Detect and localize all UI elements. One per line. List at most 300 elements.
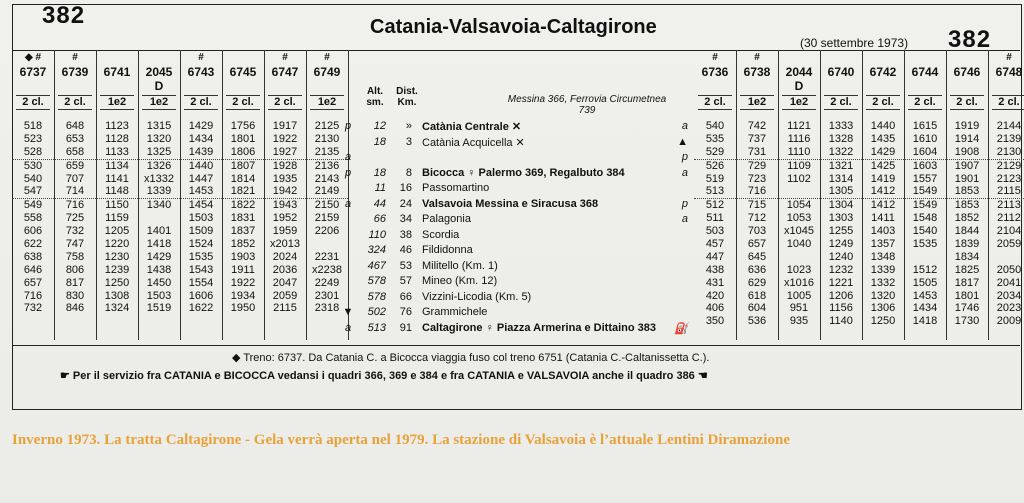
time-cell: 540	[705, 120, 725, 132]
time-cell: 1249	[828, 238, 854, 251]
train-symbol: ◆ #	[24, 52, 42, 63]
time-cell: 1148	[96, 185, 138, 199]
time-cell	[306, 238, 348, 251]
time-cell: 2129	[996, 159, 1022, 172]
time-cell: 1440	[188, 159, 214, 172]
time-cell: 1853	[946, 185, 988, 199]
time-cell: 1540	[912, 225, 938, 238]
train-times	[736, 120, 778, 328]
time-cell: 2023	[996, 302, 1022, 315]
station-name: Passomartino	[422, 182, 490, 194]
time-cell: 1328	[828, 132, 854, 145]
time-cell: 1250	[104, 276, 130, 289]
station-distance: 24	[399, 197, 412, 210]
time-cell: 729	[747, 159, 767, 172]
time-cell: 547	[12, 185, 54, 199]
right-train-6740	[820, 50, 863, 340]
right-train-6742	[862, 50, 905, 340]
left-train-2045	[138, 50, 181, 340]
time-cell: 2159	[314, 212, 340, 225]
train-class: 2 cl.	[698, 95, 732, 110]
station-altitude: 513	[367, 321, 386, 334]
time-cell: 830	[65, 289, 85, 302]
time-cell: 806	[65, 263, 85, 276]
time-cell: 2104	[996, 225, 1022, 238]
time-cell: 1134	[105, 159, 129, 172]
train-number: 2044	[785, 65, 813, 79]
time-cell: 2123	[996, 172, 1022, 185]
time-cell: 653	[65, 132, 85, 145]
time-cell: 1942	[264, 185, 306, 199]
station-row	[344, 197, 694, 211]
train-symbol	[778, 52, 820, 64]
station-row	[344, 321, 694, 335]
station-distance: 66	[399, 290, 412, 303]
time-cell: 1116	[787, 132, 811, 145]
time-cell: 1806	[222, 146, 264, 160]
train-header	[54, 50, 96, 120]
left-train-6747	[264, 50, 307, 340]
time-cell: 1730	[954, 315, 980, 328]
station-row	[352, 291, 694, 304]
station-name: Scordia	[422, 228, 460, 241]
time-cell: 817	[65, 276, 85, 289]
time-cell: 2136	[314, 159, 340, 172]
train-number: 6747	[271, 65, 299, 79]
time-cell: 723	[747, 172, 767, 185]
time-cell: 2115	[988, 185, 1024, 199]
station-altitude: 66	[373, 213, 386, 225]
station-row	[344, 120, 694, 133]
train-times	[862, 120, 904, 328]
time-cell: 1109	[787, 159, 811, 172]
train-times	[904, 120, 946, 328]
time-cell: 1935	[272, 172, 298, 185]
table-number-left: 382	[42, 2, 86, 29]
time-cell: 1054	[786, 199, 812, 212]
time-cell: 530	[23, 159, 43, 172]
train-number: 6743	[187, 65, 215, 79]
station-name: Grammichele	[422, 306, 488, 318]
time-cell: 1308	[104, 289, 130, 302]
time-cell: 2047	[272, 276, 298, 289]
train-times	[12, 120, 54, 315]
train-symbol: #	[754, 52, 760, 63]
train-symbol	[96, 52, 138, 64]
time-cell: 1853	[954, 199, 980, 212]
train-symbol	[946, 52, 988, 64]
time-cell: 540	[23, 172, 43, 185]
station-direction: a	[344, 151, 352, 163]
time-cell: 2059	[272, 289, 298, 302]
time-cell: 1519	[146, 302, 172, 315]
station-altitude: 467	[367, 259, 386, 272]
time-cell: 1834	[954, 250, 980, 263]
time-cell: 2113	[997, 199, 1021, 212]
left-train-6743	[180, 50, 223, 340]
train-class: 2 cl.	[16, 95, 50, 110]
station-distance: 57	[399, 275, 412, 287]
time-cell: 1403	[870, 225, 896, 238]
note-train-6737: ◆ Treno: 6737. Da Catania C. a Bicocca viaggia fuso col treno 6751 (Catania C.-Caltanissetta C.).	[232, 352, 710, 364]
right-train-6746	[946, 50, 989, 340]
time-cell: 1453	[180, 185, 222, 199]
train-class: 2 cl.	[866, 95, 900, 110]
time-cell: 2130	[314, 132, 340, 145]
time-cell: 1121	[787, 120, 811, 132]
time-cell: 519	[705, 172, 725, 185]
right-train-6748	[988, 50, 1024, 340]
time-cell: 1339	[138, 185, 180, 199]
station-row	[352, 213, 694, 226]
station-direction: ▼	[342, 306, 354, 318]
train-header	[264, 50, 306, 120]
train-header	[988, 50, 1024, 120]
time-cell: 1557	[912, 172, 938, 185]
train-times	[820, 120, 862, 328]
train-type	[862, 79, 904, 93]
station-direction: p	[344, 120, 352, 132]
time-cell: 1535	[912, 238, 938, 251]
train-symbol: #	[282, 52, 288, 63]
train-times	[180, 120, 222, 315]
train-times	[222, 120, 264, 315]
time-cell: 1303	[828, 212, 854, 225]
time-cell: 1512	[912, 263, 938, 276]
train-type	[96, 79, 138, 93]
time-cell: 1150	[105, 199, 129, 212]
station-direction: a	[344, 197, 352, 210]
train-symbol: #	[72, 52, 78, 63]
time-cell: 716	[23, 289, 43, 302]
time-cell: 1221	[828, 276, 854, 289]
time-cell: 511	[706, 212, 724, 225]
time-cell: 1447	[188, 172, 214, 185]
station-altitude: 502	[367, 306, 386, 318]
train-class: 2 cl.	[226, 95, 260, 110]
station-distance: 16	[399, 182, 412, 194]
time-cell: 523	[23, 132, 43, 145]
station-direction: a	[344, 321, 352, 334]
left-train-6737	[12, 50, 55, 340]
train-type	[904, 79, 946, 93]
time-cell: 1240	[828, 250, 854, 263]
note-service: ☛ Per il servizio fra CATANIA e BICOCCA vedansi i quadri 366, 369 e 384 e fra CATANIA e VALSAVOIA anche il quadro 386 ☚	[60, 370, 708, 382]
time-cell: 438	[705, 263, 725, 276]
time-cell: 604	[747, 302, 767, 315]
time-cell	[778, 251, 820, 264]
time-cell: 742	[747, 120, 767, 132]
right-train-6736	[694, 50, 737, 340]
time-cell: 1230	[104, 250, 130, 263]
train-header	[306, 50, 348, 120]
time-cell: 2115	[273, 302, 297, 315]
time-cell: 526	[705, 159, 725, 172]
time-cell: 712	[747, 212, 767, 225]
time-cell: 1952	[272, 212, 298, 225]
time-cell: 1844	[954, 225, 980, 238]
time-cell: 1821	[222, 185, 264, 199]
time-cell: 1901	[954, 172, 980, 185]
station-altitude: 324	[367, 244, 386, 256]
train-times	[306, 120, 348, 315]
station-row	[342, 306, 694, 319]
station-row	[352, 229, 694, 242]
train-header	[12, 50, 54, 120]
time-cell: 1411	[871, 212, 895, 225]
time-cell	[778, 185, 820, 199]
time-cell: 951	[789, 302, 809, 315]
time-cell: x2238	[312, 263, 342, 276]
train-symbol: #	[712, 52, 718, 63]
time-cell: 2112	[997, 212, 1021, 225]
train-class: 2 cl.	[184, 95, 218, 110]
time-cell: 1419	[870, 172, 896, 185]
time-cell: 2150	[314, 199, 340, 212]
time-cell: 1907	[954, 159, 980, 172]
time-cell: 406	[705, 302, 725, 315]
time-cell: 1321	[828, 159, 854, 172]
time-cell: 1339	[870, 263, 896, 276]
station-name: Palagonia	[422, 213, 471, 225]
time-cell: 1453	[912, 289, 938, 302]
time-cell: 1505	[912, 276, 938, 289]
train-type	[54, 79, 96, 93]
time-cell: 350	[705, 315, 725, 328]
time-cell: 2144	[996, 120, 1022, 132]
station-altitude: 578	[367, 290, 386, 303]
time-cell: 2318	[314, 302, 340, 315]
time-cell: 846	[65, 302, 85, 315]
train-class: 1e2	[782, 95, 816, 110]
station-name: Catània Acquicella ✕	[422, 136, 525, 149]
time-cell: 1604	[904, 146, 946, 160]
time-cell: 645	[747, 250, 767, 263]
time-cell: 2059	[996, 238, 1022, 251]
train-class: 2 cl.	[824, 95, 858, 110]
alt-header: Alt. sm.	[366, 86, 384, 108]
caption: Inverno 1973. La tratta Caltagirone - Gela verrà aperta nel 1979. La stazione di Valsavoia è l’attuale Lentini Diramazione	[12, 432, 790, 448]
time-cell: 1239	[104, 263, 130, 276]
time-cell: 1503	[188, 212, 214, 225]
time-cell: 1822	[230, 199, 256, 212]
time-cell: 1450	[146, 276, 172, 289]
train-times	[778, 120, 820, 328]
station-distance: 91	[399, 321, 412, 334]
time-cell: 1326	[146, 159, 172, 172]
time-cell: 606	[23, 225, 43, 238]
time-cell: 1324	[104, 302, 130, 315]
station-row	[352, 182, 694, 195]
station-direction-right: a	[681, 120, 688, 132]
station-altitude: 12	[373, 120, 386, 132]
train-number: 6749	[313, 65, 341, 79]
time-cell: 1332	[870, 276, 896, 289]
left-train-6749	[306, 50, 349, 340]
time-cell: 558	[23, 212, 43, 225]
train-times	[54, 120, 96, 315]
time-cell: 1023	[786, 263, 812, 276]
train-type: D	[794, 79, 804, 93]
time-cell: 638	[23, 250, 43, 263]
time-cell: 529	[694, 146, 736, 160]
notes-divider	[12, 345, 1020, 346]
station-direction-right: p	[681, 197, 688, 210]
time-cell: 535	[705, 132, 725, 145]
train-type	[306, 79, 348, 93]
time-cell: 1220	[104, 238, 130, 251]
time-cell: 731	[736, 146, 778, 160]
time-cell: 2050	[996, 263, 1022, 276]
time-cell: 1429	[862, 146, 904, 160]
time-cell: 1852	[954, 212, 980, 225]
time-cell: 1756	[230, 120, 256, 132]
station-row	[352, 260, 694, 273]
time-cell: 1549	[904, 185, 946, 199]
train-type	[12, 79, 54, 93]
station-name: Vizzini-Licodia (Km. 5)	[422, 290, 532, 303]
right-train-2044	[778, 50, 821, 340]
time-cell: 420	[705, 289, 725, 302]
station-distance: 3	[405, 135, 412, 148]
left-train-6745	[222, 50, 265, 340]
station-altitude: 110	[368, 228, 386, 241]
time-cell: 2149	[306, 185, 348, 199]
time-cell: 1340	[146, 199, 172, 212]
time-cell: 646	[23, 263, 43, 276]
train-symbol: #	[1006, 52, 1012, 63]
station-name: Militello (Km. 1)	[422, 259, 498, 272]
time-cell: 536	[747, 315, 767, 328]
time-cell: 1123	[105, 120, 129, 132]
train-class: 1e2	[100, 95, 134, 110]
time-cell: 657	[23, 276, 43, 289]
time-cell: 659	[65, 159, 85, 172]
station-altitude: 44	[373, 197, 386, 210]
station-name: Bicocca ♀ Palermo 369, Regalbuto 384	[422, 166, 625, 179]
time-cell: 1549	[912, 199, 938, 212]
time-cell: 1908	[946, 146, 988, 160]
time-cell: 1322	[820, 146, 862, 160]
time-cell: 1837	[230, 225, 256, 238]
train-header	[736, 50, 778, 120]
train-number: 6736	[701, 65, 729, 79]
time-cell: 1348	[870, 250, 896, 263]
station-distance: 34	[399, 213, 412, 225]
left-train-6741	[96, 50, 139, 340]
time-cell: 528	[12, 146, 54, 160]
time-cell: 2125	[314, 120, 340, 132]
time-cell: 707	[65, 172, 85, 185]
train-type	[222, 79, 264, 93]
time-cell: 618	[747, 289, 767, 302]
train-times	[946, 120, 988, 328]
station-row	[352, 136, 694, 149]
time-cell: 1412	[870, 199, 896, 212]
time-cell: 1306	[870, 302, 896, 315]
time-cell: 1543	[188, 263, 214, 276]
time-cell: 1418	[146, 238, 172, 251]
time-cell: 1315	[146, 120, 172, 132]
train-type	[946, 79, 988, 93]
station-altitude: 578	[367, 275, 386, 287]
train-symbol	[138, 52, 180, 64]
time-cell: 758	[65, 250, 85, 263]
station-direction-right: ⛽	[674, 322, 688, 335]
time-cell: 1110	[778, 146, 820, 160]
train-number: 6741	[103, 65, 131, 79]
train-class: 2 cl.	[992, 95, 1024, 110]
train-type	[264, 79, 306, 93]
table-number-right: 382	[948, 26, 992, 53]
time-cell: 1040	[786, 238, 812, 251]
station-row	[352, 244, 694, 257]
time-cell: 1817	[954, 276, 980, 289]
time-cell: 1440	[870, 120, 896, 132]
train-number: 6739	[61, 65, 89, 79]
time-cell: 636	[747, 263, 767, 276]
time-cell: 1911	[231, 263, 255, 276]
station-altitude: 18	[373, 135, 386, 148]
connections-note: Messina 366, Ferrovia Circumetnea 739	[507, 94, 667, 116]
station-distance: 76	[399, 306, 412, 318]
time-cell: 1801	[954, 289, 980, 302]
time-cell: 1746	[954, 302, 980, 315]
train-type	[180, 79, 222, 93]
time-cell: 1509	[188, 225, 214, 238]
time-cell: 1603	[912, 159, 938, 172]
time-cell: 431	[705, 276, 725, 289]
time-cell: 1401	[146, 225, 172, 238]
time-cell: 629	[747, 276, 767, 289]
time-cell: 657	[747, 238, 767, 251]
time-cell: x1045	[784, 225, 814, 238]
time-cell: 2009	[996, 315, 1022, 328]
time-cell: 1255	[828, 225, 854, 238]
time-cell: 2139	[996, 132, 1022, 145]
station-distance: 46	[399, 244, 412, 256]
train-class: 2 cl.	[908, 95, 942, 110]
time-cell: 1950	[230, 302, 256, 315]
time-cell: 1622	[188, 302, 214, 315]
left-train-6739	[54, 50, 97, 340]
station-distance: 38	[399, 228, 412, 241]
train-header	[862, 50, 904, 120]
time-cell: 725	[65, 212, 85, 225]
train-times	[138, 120, 180, 315]
time-cell: 1205	[104, 225, 130, 238]
time-cell: 549	[23, 199, 43, 212]
time-cell: 2041	[996, 276, 1022, 289]
train-header	[820, 50, 862, 120]
station-name: Fildidonna	[422, 244, 473, 256]
train-times	[96, 120, 138, 315]
train-type	[694, 79, 736, 93]
station-direction-right: a	[681, 213, 688, 225]
station-altitude: 18	[373, 166, 386, 179]
train-header	[222, 50, 264, 120]
time-cell: 1914	[954, 132, 980, 145]
edition-date: (30 settembre 1973)	[800, 36, 909, 50]
time-cell: 622	[23, 238, 43, 251]
time-cell: 1305	[820, 185, 862, 199]
time-cell: 747	[65, 238, 85, 251]
time-cell: 732	[65, 225, 85, 238]
train-header	[180, 50, 222, 120]
time-cell: 2034	[996, 289, 1022, 302]
train-type	[736, 79, 778, 93]
station-name: Valsavoia Messina e Siracusa 368	[422, 197, 599, 210]
